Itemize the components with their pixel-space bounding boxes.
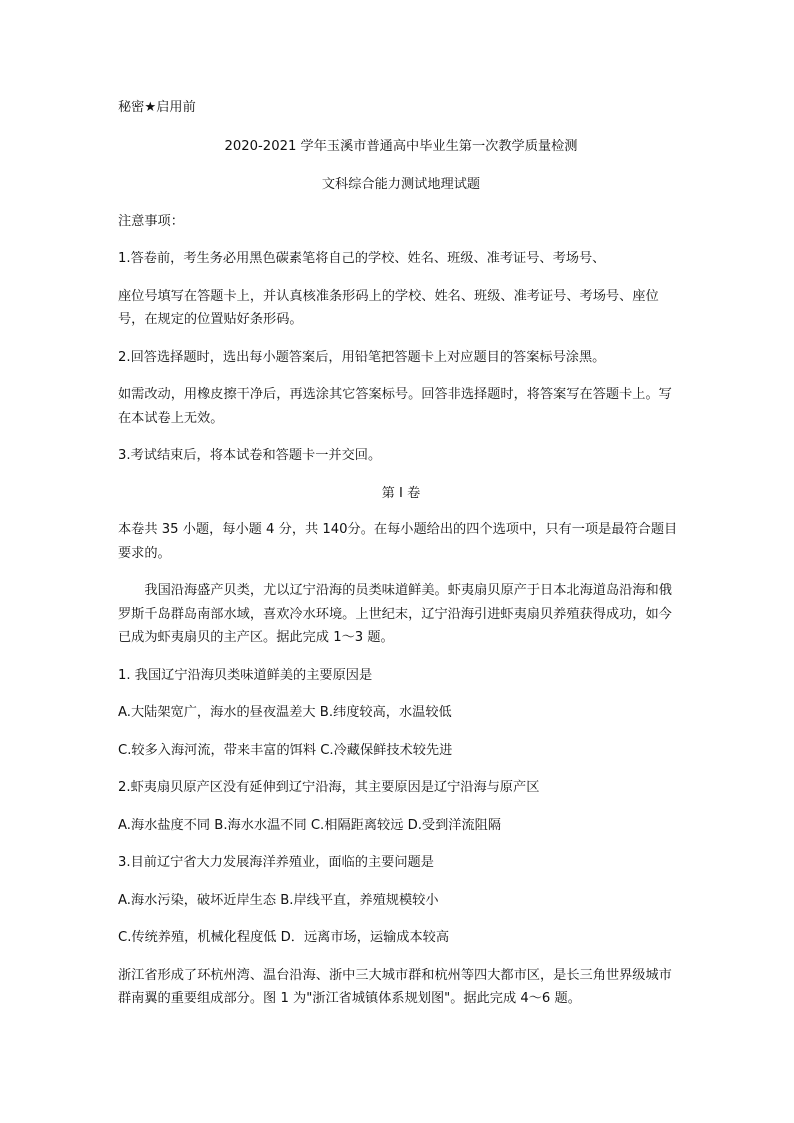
notice-item-1-line-1: 1.答卷前，考生务必用黑色碳素笔将自己的学校、姓名、班级、准考证号、考场号、 — [118, 251, 606, 266]
passage-1: 我国沿海盛产贝类，尤以辽宁沿海的员类味道鲜美。虾夷扇贝原产于日本北海道岛沿海和俄罗斯千岛群岛南部水域，喜欢冷水环境。上世纪末，辽宁沿海引进虾夷扇贝养殖获得成功，如今已成为虾夷扇贝的主产区。据此完成 1～3 题。 — [118, 583, 672, 645]
notice-item-3: 3.考试结束后，将本试卷和答题卡一并交回。 — [118, 448, 382, 463]
question-2-stem: 2.虾夷扇贝原产区没有延伸到辽宁沿海，其主要原因是辽宁沿海与原产区 — [118, 780, 540, 795]
subject-title: 文科综合能力测试地理试题 — [321, 177, 481, 192]
question-1-options-c-d: C.较多入海河流，带来丰富的饵料 C.冷藏保鲜技术较先进 — [118, 742, 453, 758]
section-intro: 本卷共 35 小题，每小题 4 分，共 140分。在每小题给出的四个选项中，只有一项是最符合题目要求的。 — [118, 522, 678, 561]
notice-item-2-line-2: 如需改动，用橡皮擦干净后，再选涂其它答案标号。回答非选择题时，将答案写在答题卡上。写在本试卷上无效。 — [118, 387, 672, 426]
exam-page — [118, 96, 684, 1011]
secret-mark: 秘密★启用前 — [118, 100, 196, 115]
question-1-stem: 1. 我国辽宁沿海贝类味道鲜美的主要原因是 — [118, 667, 373, 683]
question-1-options-a-b: A.大陆架宽广，海水的昼夜温差大 B.纬度较高，水温较低 — [118, 705, 452, 720]
notice-heading: 注意事项： — [118, 213, 184, 229]
question-3-options-c-d: C.传统养殖，机械化程度低 D．远离市场，运输成本较高 — [118, 930, 450, 945]
notice-item-2-line-1: 2.回答选择题时，选出每小题答案后，用铅笔把答题卡上对应题目的答案标号涂黑。 — [118, 349, 606, 365]
section-title: 第 I 卷 — [381, 485, 421, 501]
question-3-stem: 3.目前辽宁省大力发展海洋养殖业，面临的主要问题是 — [118, 855, 434, 870]
passage-2: 浙江省形成了环杭州湾、温台沿海、浙中三大城市群和杭州等四大都市区，是长三角世界级城市群南翼的重要组成部分。图 1 为"浙江省城镇体系规划图"。据此完成 4～6 题。 — [118, 967, 672, 1006]
notice-item-1-line-2: 座位号填写在答题卡上，并认真核准条形码上的学校、姓名、班级、准考证号、考场号、座位号，在规定的位置贴好条形码。 — [118, 288, 659, 327]
question-2-options: A.海水盐度不同 B.海水水温不同 C.相隔距离较远 D.受到洋流阻隔 — [118, 817, 502, 833]
exam-title: 2020-2021 学年玉溪市普通高中毕业生第一次教学质量检测 — [224, 138, 578, 154]
question-3-options-a-b: A.海水污染，破坏近岸生态 B.岸线平直，养殖规模较小 — [118, 892, 439, 908]
